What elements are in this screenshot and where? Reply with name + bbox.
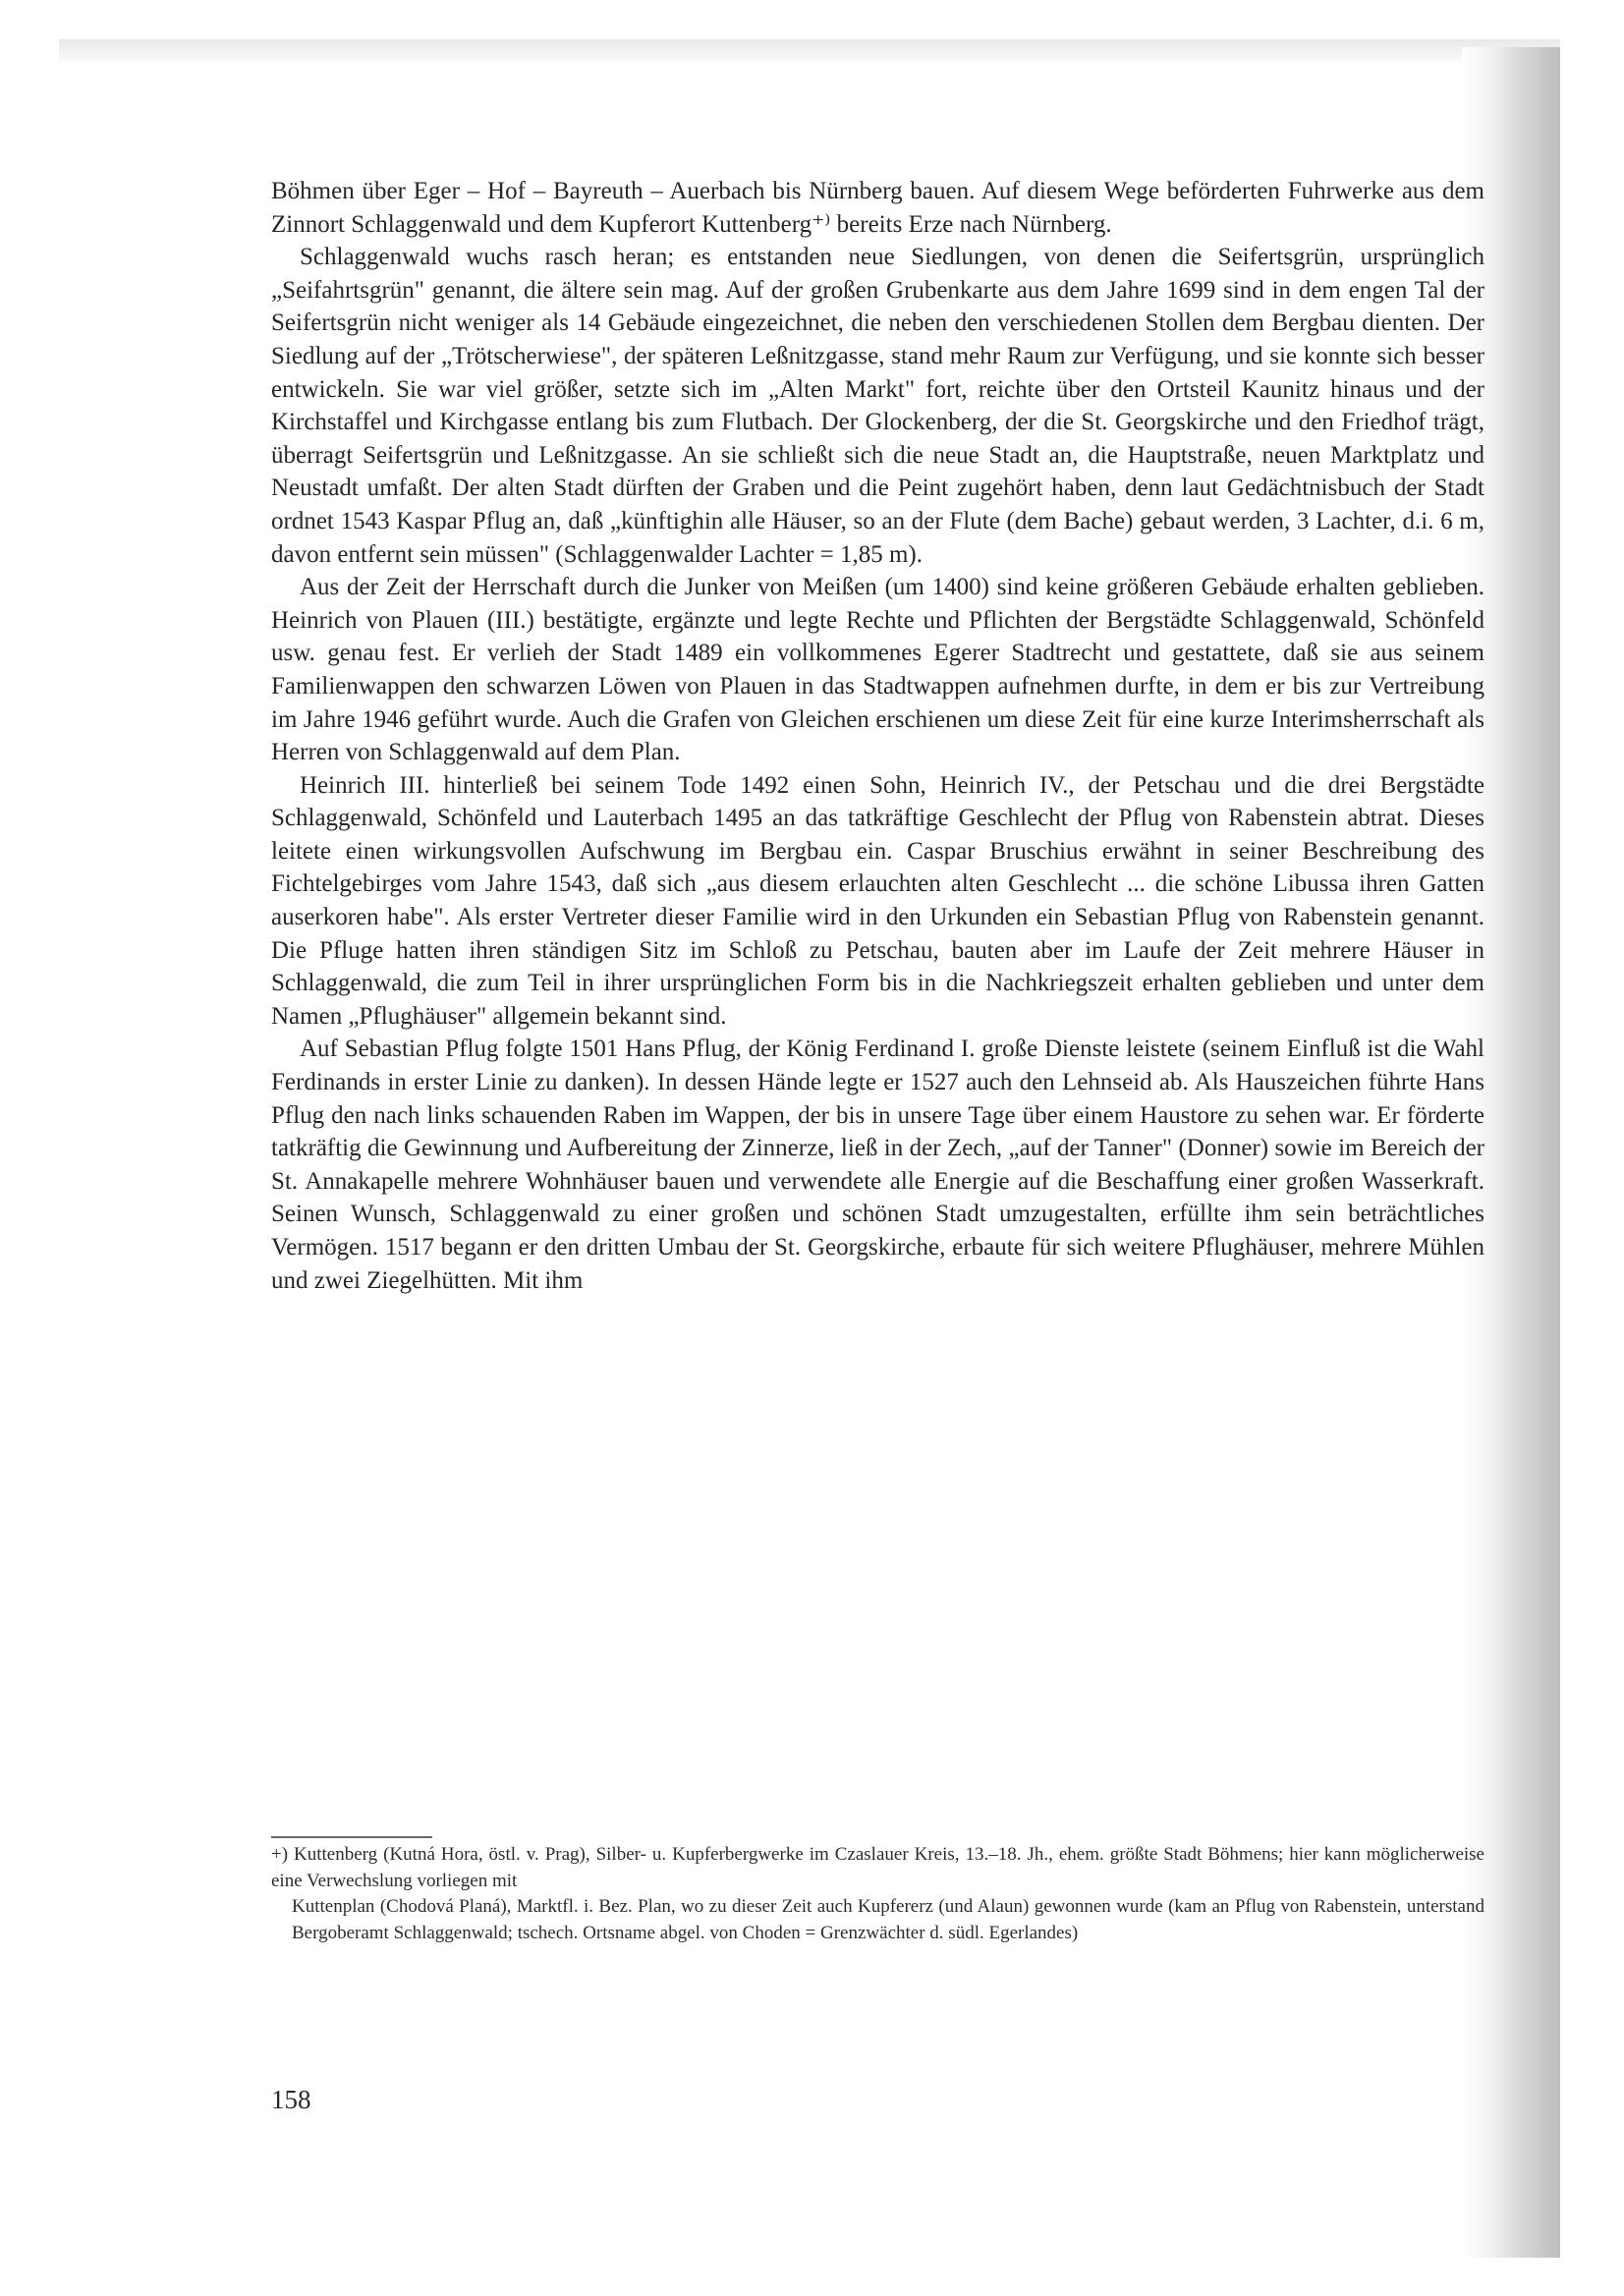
body-text	[271, 175, 1484, 1297]
scan-top-shadow	[59, 39, 1562, 65]
scan-outer-margin	[1560, 0, 1624, 2296]
paragraph-1: Böhmen über Eger – Hof – Bayreuth – Auerbach bis Nürnberg bauen. Auf diesem Wege beförderten Fuhrwerke aus dem Zinnort Schlaggenwald und dem Kupferort Kuttenberg⁺⁾ bereits Erze nach Nürnberg.	[271, 178, 1484, 238]
page-number: 158	[271, 2085, 311, 2114]
footnote-part-2: Kuttenplan (Chodová Planá), Marktfl. i. Bez. Plan, wo zu dieser Zeit auch Kupfererz (und Alaun) gewonnen wurde (kam an Pflug von Rabenstein, unterstand Bergoberamt Schlaggenwald; tschech. Ortsname abgel. von Choden = Grenzwächter d. südl. Egerlandes)	[292, 1896, 1484, 1943]
footnote	[271, 1842, 1484, 1946]
paragraph-5: Auf Sebastian Pflug folgte 1501 Hans Pflug, der König Ferdinand I. große Dienste leistete (seinem Einfluß ist die Wahl Ferdinands in erster Linie zu danken). In dessen Hände legte er 1527 auch den Lehnseid ab. Als Hauszeichen führte Hans Pflug den nach links schauenden Raben im Wappen, der bis in unsere Tage über einem Haustore zu sehen war. Er förderte tatkräftig die Gewinnung und Aufbereitung der Zinnerze, ließ in der Zech, „auf der Tanner" (Donner) sowie im Bereich der St. Annakapelle mehrere Wohnhäuser bauen und verwendete alle Energie auf die Beschaffung einer großen Wasserkraft. Seinen Wunsch, Schlaggenwald zu einer großen und schönen Stadt umzugestalten, erfüllte ihm sein beträchtliches Vermögen. 1517 begann er den dritten Umbau der St. Georgskirche, erbaute für sich weitere Pflughäuser, mehrere Mühlen und zwei Ziegelhütten. Mit ihm	[271, 1036, 1484, 1294]
paragraph-4: Heinrich III. hinterließ bei seinem Tode 1492 einen Sohn, Heinrich IV., der Petschau und die drei Bergstädte Schlaggenwald, Schönfeld und Lauterbach 1495 an das tatkräftige Geschlecht der Pflug von Rabenstein abtrat. Dieses leitete einen wirkungsvollen Aufschwung im Bergbau ein. Caspar Bruschius erwähnt in seiner Beschreibung des Fichtelgebirges vom Jahre 1543, daß sich „aus diesem erlauchten alten Geschlecht ... die schöne Libussa ihren Gatten auserkoren habe". Als erster Vertreter dieser Familie wird in den Urkunden ein Sebastian Pflug von Rabenstein genannt. Die Pfluge hatten ihren ständigen Sitz im Schloß zu Petschau, bauten aber im Laufe der Zeit mehrere Häuser in Schlaggenwald, die zum Teil in ihrer ursprünglichen Form bis in die Nachkriegszeit erhalten geblieben und unter dem Namen „Pflughäuser" allgemein bekannt sind.	[271, 771, 1484, 1030]
paragraph-2: Schlaggenwald wuchs rasch heran; es entstanden neue Siedlungen, von denen die Seifertsgrün, ursprünglich „Seifahrtsgrün" genannt, die ältere sein mag. Auf der großen Grubenkarte aus dem Jahre 1699 sind in dem engen Tal der Seifertsgrün nicht weniger als 14 Gebäude eingezeichnet, die neben den verschiedenen Stollen dem Bergbau dienten. Der Siedlung auf der „Trötscherwiese", der späteren Leßnitzgasse, stand mehr Raum zur Verfügung, und sie konnte sich besser entwickeln. Sie war viel größer, setzte sich im „Alten Markt" fort, reichte über den Ortsteil Kaunitz hinaus und der Kirchstaffel und Kirchgasse entlang bis zum Flutbach. Der Glockenberg, der die St. Georgskirche und den Friedhof trägt, überragt Seifertsgrün und Leßnitzgasse. An sie schließt sich die neue Stadt an, die Hauptstraße, neuen Marktplatz und Neustadt umfaßt. Der alten Stadt dürften der Graben und die Peint zugehört haben, denn laut Gedächtnisbuch der Stadt ordnet 1543 Kaspar Pflug an, daß „künftighin alle Häuser, so an der Flute (dem Bache) gebaut werden, 3 Lachter, d.i. 6 m, davon entfernt sein müssen" (Schlaggenwalder Lachter = 1,85 m).	[271, 244, 1484, 568]
paragraph-3: Aus der Zeit der Herrschaft durch die Junker von Meißen (um 1400) sind keine größeren Gebäude erhalten geblieben. Heinrich von Plauen (III.) bestätigte, ergänzte und legte Rechte und Pflichten der Bergstädte Schlaggenwald, Schönfeld usw. genau fest. Er verlieh der Stadt 1489 ein vollkommenes Egerer Stadtrecht und gestattete, daß sie aus seinem Familienwappen den schwarzen Löwen von Plauen in das Stadtwappen aufnehmen durfte, in dem er bis zur Vertreibung im Jahre 1946 geführt wurde. Auch die Grafen von Gleichen erschienen um diese Zeit für eine kurze Interimsherrschaft als Herren von Schlaggenwald auf dem Plan.	[271, 574, 1484, 766]
footnote-divider	[271, 1836, 432, 1838]
footnote-part-1: +) Kuttenberg (Kutná Hora, östl. v. Prag), Silber- u. Kupferbergwerke im Czaslauer Kreis, 13.–18. Jh., ehem. größte Stadt Böhmens; hier kann möglicherweise eine Verwechslung vorliegen mit	[271, 1844, 1484, 1891]
